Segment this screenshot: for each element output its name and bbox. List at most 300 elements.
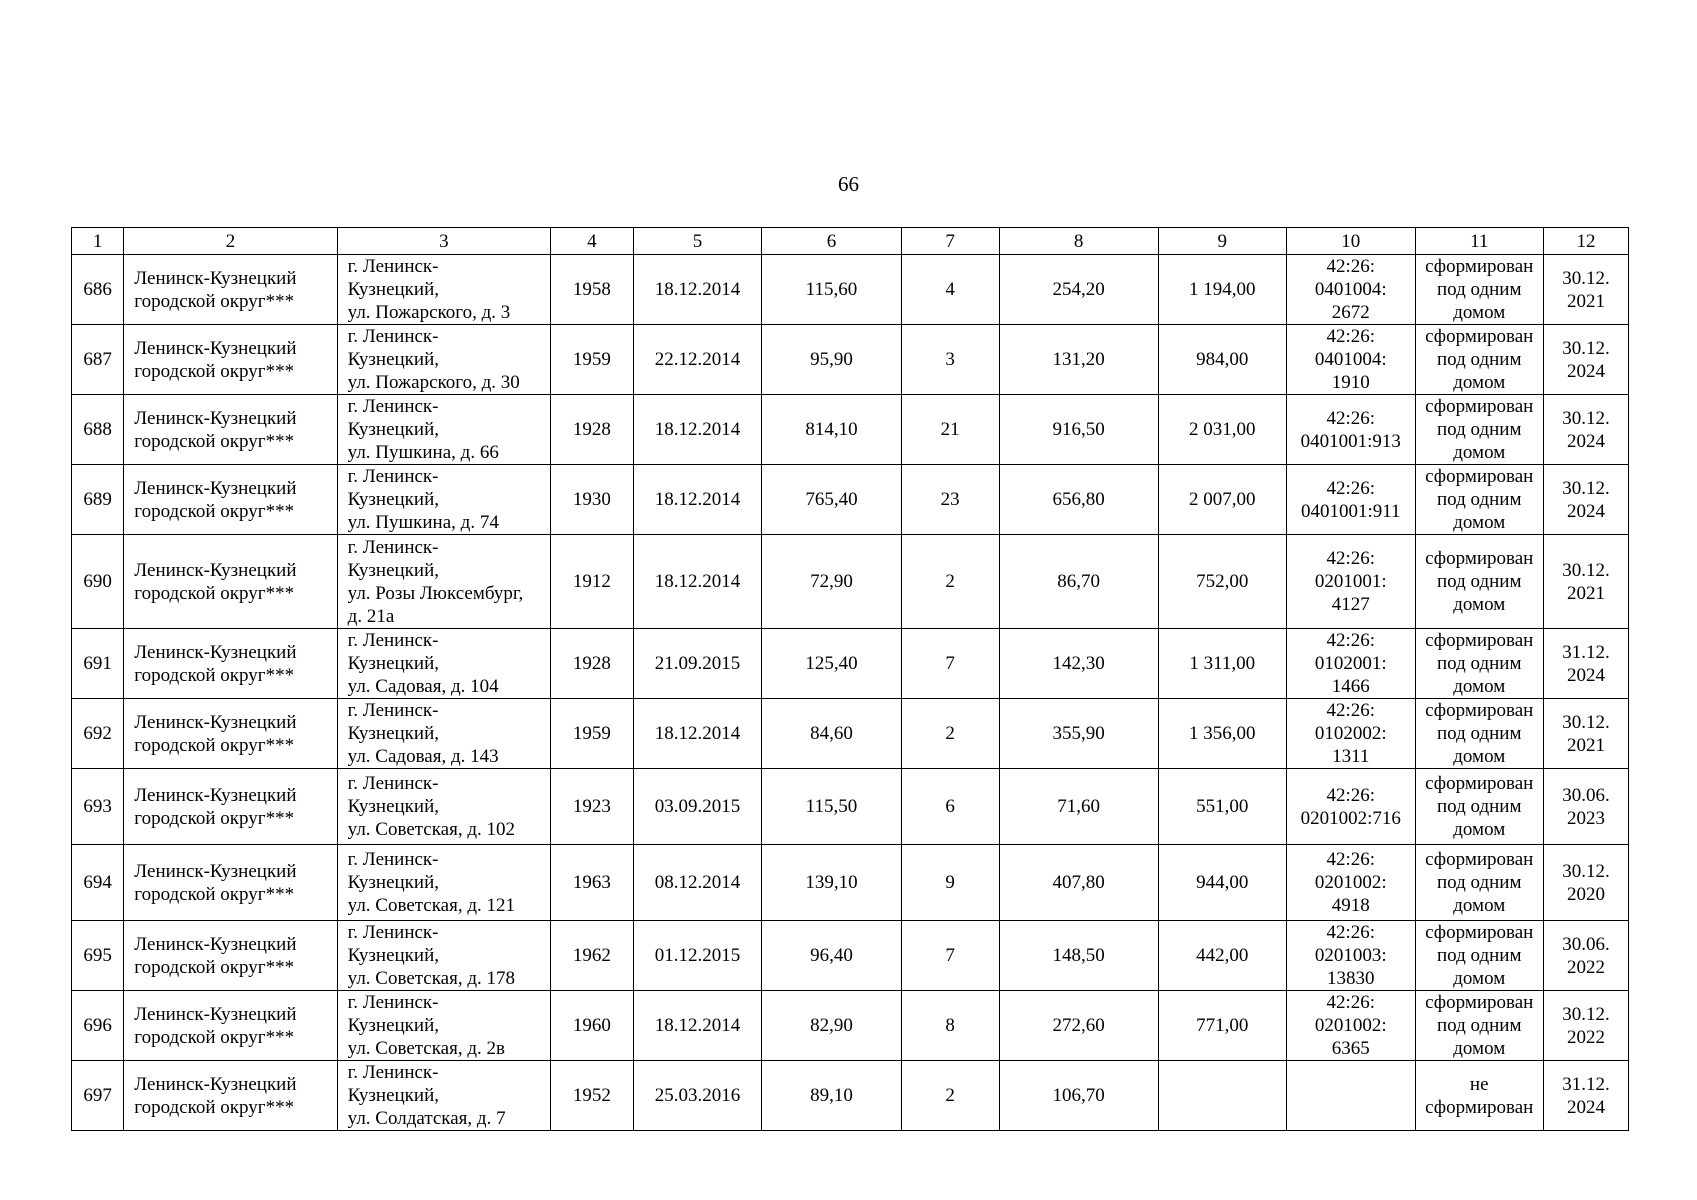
municipality-cell-line: Ленинск-Кузнецкий: [134, 641, 297, 663]
cadastral-cell: [1287, 845, 1415, 921]
address-cell-line: г. Ленинск-: [347, 1062, 439, 1083]
cadastral-cell: [1287, 629, 1415, 699]
row-number-cell: 689: [72, 465, 124, 535]
address-cell-line: г. Ленинск-: [347, 849, 439, 870]
cadastral-cell-line: 1466: [1331, 676, 1370, 697]
status-cell-line: сформирован: [1425, 630, 1534, 651]
col9-cell: 442,00: [1158, 921, 1286, 991]
column-header: 1: [72, 228, 124, 255]
municipality-cell: [124, 991, 337, 1061]
municipality-cell-line: Ленинск-Кузнецкий: [134, 1003, 297, 1025]
address-cell-line: Кузнецкий,: [347, 796, 439, 817]
cadastral-cell: [1287, 325, 1415, 395]
status-cell-line: под одним: [1436, 349, 1522, 370]
status-cell-line: под одним: [1436, 571, 1522, 592]
status-cell-line: под одним: [1436, 419, 1522, 440]
status-cell-line: домом: [1453, 1038, 1506, 1059]
year-cell: 1952: [551, 1061, 634, 1131]
col8-cell: 254,20: [999, 255, 1158, 325]
year-cell: 1912: [551, 535, 634, 629]
col8-cell: 656,80: [999, 465, 1158, 535]
deadline-cell: [1543, 465, 1628, 535]
cadastral-cell-line: 0401001:911: [1300, 500, 1401, 522]
municipality-cell-line: Ленинск-Кузнецкий: [134, 711, 297, 733]
address-cell-line: Кузнецкий,: [347, 559, 439, 581]
year-cell: 1959: [551, 325, 634, 395]
col7-cell: 3: [901, 325, 999, 395]
col6-cell: 96,40: [762, 921, 901, 991]
table-row: [72, 535, 1629, 629]
year-cell: 1958: [551, 255, 634, 325]
address-cell-line: ул. Пожарского, д. 30: [347, 372, 520, 393]
municipality-cell-line: Ленинск-Кузнецкий: [134, 933, 297, 955]
status-cell-line: сформирован: [1425, 849, 1534, 870]
cadastral-cell-line: 1910: [1331, 372, 1370, 393]
cadastral-cell-line: 4918: [1331, 895, 1370, 916]
status-cell: [1415, 769, 1543, 845]
address-cell-line: г. Ленинск-: [347, 396, 439, 417]
row-number-cell: 697: [72, 1061, 124, 1131]
cadastral-cell: [1287, 769, 1415, 845]
deadline-cell-line: 30.12.: [1562, 477, 1610, 499]
address-cell-line: г. Ленинск-: [347, 992, 439, 1013]
address-cell-line: Кузнецкий,: [347, 489, 439, 510]
col6-cell: 115,60: [762, 255, 901, 325]
address-cell: [337, 1061, 550, 1131]
status-cell-line: сформирован: [1425, 992, 1534, 1013]
col7-cell: 9: [901, 845, 999, 921]
col8-cell: 106,70: [999, 1061, 1158, 1131]
address-cell-line: Кузнецкий,: [347, 419, 439, 440]
cadastral-cell-line: 1311: [1332, 746, 1370, 767]
cadastral-cell-line: 0201002:: [1314, 1015, 1387, 1036]
municipality-cell-line: городской округ***: [134, 1096, 295, 1118]
status-cell: [1415, 991, 1543, 1061]
address-cell-line: г. Ленинск-: [347, 922, 439, 943]
address-cell: [337, 845, 550, 921]
date-cell: 01.12.2015: [633, 921, 761, 991]
row-number-cell: 688: [72, 395, 124, 465]
status-cell-line: под одним: [1436, 872, 1522, 893]
cadastral-cell-line: 42:26:: [1326, 630, 1376, 651]
municipality-cell-line: Ленинск-Кузнецкий: [134, 784, 297, 806]
deadline-cell-line: 31.12.: [1562, 1073, 1610, 1095]
deadline-cell-line: 30.06.: [1562, 933, 1610, 955]
municipality-cell-line: городской округ***: [134, 500, 295, 522]
municipality-cell-line: Ленинск-Кузнецкий: [134, 407, 297, 429]
status-cell-line: сформирован: [1425, 256, 1534, 277]
cadastral-cell-line: 42:26:: [1326, 326, 1376, 347]
cadastral-cell-line: 2672: [1331, 302, 1370, 323]
table-body: [72, 255, 1629, 1131]
deadline-cell-line: 2021: [1566, 582, 1605, 604]
col6-cell: 139,10: [762, 845, 901, 921]
status-cell: [1415, 629, 1543, 699]
municipality-cell-line: городской округ***: [134, 582, 295, 604]
status-cell-line: домом: [1453, 819, 1506, 840]
deadline-cell-line: 30.12.: [1562, 337, 1610, 359]
date-cell: 18.12.2014: [633, 535, 761, 629]
col9-cell: 2 007,00: [1158, 465, 1286, 535]
date-cell: 22.12.2014: [633, 325, 761, 395]
cadastral-cell-line: 42:26:: [1326, 784, 1376, 806]
status-cell-line: домом: [1453, 968, 1506, 989]
col6-cell: 125,40: [762, 629, 901, 699]
status-cell-line: сформирован: [1425, 773, 1534, 794]
deadline-cell: [1543, 991, 1628, 1061]
deadline-cell: [1543, 699, 1628, 769]
cadastral-cell: [1287, 991, 1415, 1061]
date-cell: 18.12.2014: [633, 395, 761, 465]
address-cell-line: ул. Солдатская, д. 7: [347, 1108, 506, 1129]
municipality-cell-line: Ленинск-Кузнецкий: [134, 477, 297, 499]
year-cell: 1928: [551, 629, 634, 699]
table-row: [72, 921, 1629, 991]
status-cell-line: под одним: [1436, 653, 1522, 674]
address-cell-line: г. Ленинск-: [347, 630, 439, 651]
deadline-cell-line: 30.12.: [1562, 860, 1610, 882]
municipality-cell-line: городской округ***: [134, 360, 295, 382]
date-cell: 18.12.2014: [633, 699, 761, 769]
status-cell: [1415, 465, 1543, 535]
address-cell: [337, 921, 550, 991]
col8-cell: 407,80: [999, 845, 1158, 921]
col9-cell: 1 194,00: [1158, 255, 1286, 325]
column-number-row: [72, 228, 1629, 255]
row-number-cell: 693: [72, 769, 124, 845]
status-cell-line: сформирован: [1425, 700, 1534, 721]
col9-cell: 1 356,00: [1158, 699, 1286, 769]
address-cell-line: ул. Садовая, д. 104: [347, 676, 499, 697]
cadastral-cell: [1287, 255, 1415, 325]
cadastral-cell-line: 42:26:: [1326, 548, 1376, 569]
col6-cell: 84,60: [762, 699, 901, 769]
col9-cell: 551,00: [1158, 769, 1286, 845]
deadline-cell: [1543, 921, 1628, 991]
deadline-cell-line: 30.12.: [1562, 407, 1610, 429]
deadline-cell: [1543, 325, 1628, 395]
column-header: 5: [633, 228, 761, 255]
column-header: 9: [1158, 228, 1286, 255]
address-cell-line: ул. Советская, д. 2в: [347, 1038, 505, 1059]
year-cell: 1960: [551, 991, 634, 1061]
date-cell: 08.12.2014: [633, 845, 761, 921]
cadastral-cell-line: 13830: [1327, 968, 1375, 989]
cadastral-cell-line: 0401004:: [1314, 279, 1387, 300]
col9-cell: [1158, 1061, 1286, 1131]
municipality-cell: [124, 921, 337, 991]
col8-cell: 71,60: [999, 769, 1158, 845]
municipality-cell: [124, 325, 337, 395]
address-cell: [337, 699, 550, 769]
status-cell-line: сформирован: [1425, 922, 1534, 943]
row-number-cell: 695: [72, 921, 124, 991]
status-cell-line: сформирован: [1425, 1096, 1534, 1118]
status-cell: [1415, 535, 1543, 629]
address-cell-line: ул. Советская, д. 121: [347, 895, 516, 916]
address-cell-line: Кузнецкий,: [347, 653, 439, 674]
municipality-cell-line: Ленинск-Кузнецкий: [134, 860, 297, 882]
status-cell-line: под одним: [1436, 1015, 1522, 1036]
column-header: 4: [551, 228, 634, 255]
row-number-cell: 690: [72, 535, 124, 629]
date-cell: 25.03.2016: [633, 1061, 761, 1131]
row-number-cell: 687: [72, 325, 124, 395]
address-cell-line: ул. Пушкина, д. 74: [347, 512, 499, 533]
deadline-cell-line: 2021: [1566, 290, 1605, 312]
deadline-cell-line: 30.12.: [1562, 711, 1610, 733]
address-cell-line: г. Ленинск-: [347, 256, 439, 277]
table-row: [72, 629, 1629, 699]
address-cell: [337, 991, 550, 1061]
status-cell: [1415, 255, 1543, 325]
cadastral-cell-line: 42:26:: [1326, 477, 1376, 499]
deadline-cell-line: 30.12.: [1562, 1003, 1610, 1025]
municipality-cell-line: городской округ***: [134, 664, 295, 686]
address-cell-line: ул. Советская, д. 178: [347, 968, 516, 989]
table-row: [72, 395, 1629, 465]
column-header: 7: [901, 228, 999, 255]
municipality-cell-line: городской округ***: [134, 290, 295, 312]
address-cell: [337, 629, 550, 699]
municipality-cell: [124, 699, 337, 769]
status-cell-line: сформирован: [1425, 466, 1534, 487]
cadastral-cell-line: 0201002:: [1314, 872, 1387, 893]
status-cell: [1415, 699, 1543, 769]
deadline-cell: [1543, 395, 1628, 465]
row-number-cell: 686: [72, 255, 124, 325]
address-cell: [337, 255, 550, 325]
col7-cell: 21: [901, 395, 999, 465]
address-cell-line: Кузнецкий,: [347, 1015, 439, 1036]
municipality-cell: [124, 255, 337, 325]
status-cell-line: сформирован: [1425, 548, 1534, 569]
address-cell-line: г. Ленинск-: [347, 326, 439, 347]
deadline-cell-line: 30.06.: [1562, 784, 1610, 806]
table-row: [72, 1061, 1629, 1131]
municipality-cell-line: Ленинск-Кузнецкий: [134, 559, 297, 581]
address-cell-line: Кузнецкий,: [347, 872, 439, 893]
col6-cell: 814,10: [762, 395, 901, 465]
table-row: [72, 255, 1629, 325]
year-cell: 1930: [551, 465, 634, 535]
municipality-cell-line: городской округ***: [134, 807, 295, 829]
date-cell: 18.12.2014: [633, 255, 761, 325]
address-cell-line: ул. Садовая, д. 143: [347, 746, 499, 767]
date-cell: 18.12.2014: [633, 991, 761, 1061]
status-cell-line: под одним: [1436, 723, 1522, 744]
status-cell-line: под одним: [1436, 796, 1522, 817]
col8-cell: 355,90: [999, 699, 1158, 769]
housing-table: [71, 227, 1629, 1131]
status-cell-line: под одним: [1436, 489, 1522, 510]
address-cell-line: Кузнецкий,: [347, 723, 439, 744]
deadline-cell-line: 2024: [1566, 430, 1605, 452]
deadline-cell: [1543, 845, 1628, 921]
cadastral-cell: [1287, 535, 1415, 629]
status-cell-line: домом: [1453, 372, 1506, 393]
status-cell-line: домом: [1453, 676, 1506, 697]
col9-cell: 984,00: [1158, 325, 1286, 395]
deadline-cell: [1543, 1061, 1628, 1131]
date-cell: 21.09.2015: [633, 629, 761, 699]
date-cell: 18.12.2014: [633, 465, 761, 535]
cadastral-cell: [1287, 1061, 1415, 1131]
status-cell-line: домом: [1453, 746, 1506, 767]
status-cell-line: не: [1469, 1073, 1489, 1095]
address-cell: [337, 769, 550, 845]
municipality-cell: [124, 395, 337, 465]
cadastral-cell: [1287, 465, 1415, 535]
municipality-cell-line: Ленинск-Кузнецкий: [134, 267, 297, 289]
table-row: [72, 845, 1629, 921]
col7-cell: 2: [901, 535, 999, 629]
deadline-cell-line: 2024: [1566, 500, 1605, 522]
status-cell: [1415, 845, 1543, 921]
address-cell-line: Кузнецкий,: [347, 1085, 439, 1106]
cadastral-cell-line: 42:26:: [1326, 256, 1376, 277]
col9-cell: 771,00: [1158, 991, 1286, 1061]
municipality-cell-line: Ленинск-Кузнецкий: [134, 337, 297, 359]
address-cell-line: г. Ленинск-: [347, 700, 439, 721]
deadline-cell-line: 2020: [1566, 883, 1605, 905]
deadline-cell: [1543, 629, 1628, 699]
column-header: 6: [762, 228, 901, 255]
deadline-cell-line: 2022: [1566, 956, 1605, 978]
page-number: 66: [838, 172, 859, 196]
year-cell: 1959: [551, 699, 634, 769]
deadline-cell-line: 30.12.: [1562, 559, 1610, 581]
address-cell-line: ул. Розы Люксембург,: [347, 582, 524, 604]
column-header: 2: [124, 228, 337, 255]
status-cell-line: под одним: [1436, 279, 1522, 300]
col8-cell: 131,20: [999, 325, 1158, 395]
col7-cell: 6: [901, 769, 999, 845]
col8-cell: 272,60: [999, 991, 1158, 1061]
row-number-cell: 694: [72, 845, 124, 921]
status-cell: [1415, 921, 1543, 991]
table-row: [72, 325, 1629, 395]
cadastral-cell-line: 0401004:: [1314, 349, 1387, 370]
address-cell-line: ул. Пушкина, д. 66: [347, 442, 499, 463]
year-cell: 1923: [551, 769, 634, 845]
municipality-cell: [124, 1061, 337, 1131]
address-cell-line: г. Ленинск-: [347, 536, 439, 558]
municipality-cell-line: городской округ***: [134, 956, 295, 978]
col9-cell: 944,00: [1158, 845, 1286, 921]
column-header: 8: [999, 228, 1158, 255]
col7-cell: 8: [901, 991, 999, 1061]
status-cell-line: домом: [1453, 302, 1506, 323]
col6-cell: 89,10: [762, 1061, 901, 1131]
status-cell-line: домом: [1453, 895, 1506, 916]
table-row: [72, 699, 1629, 769]
column-header: 11: [1415, 228, 1543, 255]
address-cell-line: ул. Пожарского, д. 3: [347, 302, 511, 323]
municipality-cell-line: Ленинск-Кузнецкий: [134, 1073, 297, 1095]
municipality-cell-line: городской округ***: [134, 734, 295, 756]
cadastral-cell: [1287, 699, 1415, 769]
address-cell-line: д. 21а: [347, 605, 395, 627]
status-cell-line: домом: [1453, 594, 1506, 615]
col7-cell: 2: [901, 699, 999, 769]
address-cell: [337, 465, 550, 535]
cadastral-cell-line: 0102002:: [1314, 723, 1387, 744]
col9-cell: 752,00: [1158, 535, 1286, 629]
status-cell-line: домом: [1453, 512, 1506, 533]
municipality-cell: [124, 535, 337, 629]
deadline-cell-line: 2021: [1566, 734, 1605, 756]
col8-cell: 142,30: [999, 629, 1158, 699]
status-cell: [1415, 395, 1543, 465]
deadline-cell-line: 30.12.: [1562, 267, 1610, 289]
col7-cell: 2: [901, 1061, 999, 1131]
address-cell: [337, 395, 550, 465]
deadline-cell: [1543, 769, 1628, 845]
status-cell-line: под одним: [1436, 945, 1522, 966]
municipality-cell: [124, 465, 337, 535]
status-cell: [1415, 1061, 1543, 1131]
address-cell: [337, 535, 550, 629]
address-cell: [337, 325, 550, 395]
cadastral-cell-line: 0401001:913: [1300, 430, 1401, 452]
address-cell-line: г. Ленинск-: [347, 466, 439, 487]
address-cell-line: Кузнецкий,: [347, 945, 439, 966]
status-cell-line: сформирован: [1425, 326, 1534, 347]
year-cell: 1963: [551, 845, 634, 921]
cadastral-cell-line: 42:26:: [1326, 922, 1376, 943]
municipality-cell: [124, 769, 337, 845]
cadastral-cell: [1287, 921, 1415, 991]
cadastral-cell-line: 0201001:: [1314, 571, 1387, 592]
col6-cell: 95,90: [762, 325, 901, 395]
cadastral-cell-line: 0102001:: [1314, 653, 1387, 674]
col9-cell: 1 311,00: [1158, 629, 1286, 699]
col8-cell: 86,70: [999, 535, 1158, 629]
cadastral-cell-line: 42:26:: [1326, 700, 1376, 721]
municipality-cell-line: городской округ***: [134, 1026, 295, 1048]
row-number-cell: 691: [72, 629, 124, 699]
col7-cell: 4: [901, 255, 999, 325]
col7-cell: 7: [901, 921, 999, 991]
address-cell-line: г. Ленинск-: [347, 773, 439, 794]
status-cell: [1415, 325, 1543, 395]
column-header: 12: [1543, 228, 1628, 255]
year-cell: 1962: [551, 921, 634, 991]
cadastral-cell-line: 42:26:: [1326, 849, 1376, 870]
deadline-cell-line: 2024: [1566, 1096, 1605, 1118]
address-cell-line: Кузнецкий,: [347, 349, 439, 370]
cadastral-cell-line: 0201002:716: [1300, 807, 1401, 829]
deadline-cell-line: 2024: [1566, 360, 1605, 382]
column-header: 10: [1287, 228, 1415, 255]
col9-cell: 2 031,00: [1158, 395, 1286, 465]
status-cell-line: домом: [1453, 442, 1506, 463]
cadastral-cell-line: 42:26:: [1326, 992, 1376, 1013]
municipality-cell: [124, 845, 337, 921]
cadastral-cell: [1287, 395, 1415, 465]
address-cell-line: Кузнецкий,: [347, 279, 439, 300]
date-cell: 03.09.2015: [633, 769, 761, 845]
col6-cell: 72,90: [762, 535, 901, 629]
address-cell-line: ул. Советская, д. 102: [347, 819, 516, 840]
table-row: [72, 769, 1629, 845]
cadastral-cell-line: 6365: [1331, 1038, 1370, 1059]
table-row: [72, 991, 1629, 1061]
deadline-cell-line: 31.12.: [1562, 641, 1610, 663]
row-number-cell: 692: [72, 699, 124, 769]
status-cell-line: сформирован: [1425, 396, 1534, 417]
